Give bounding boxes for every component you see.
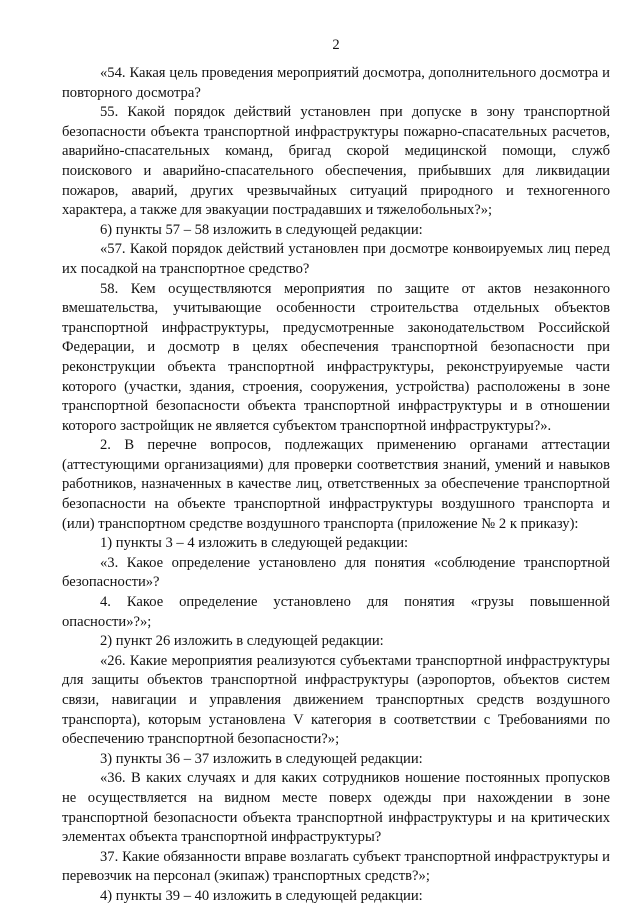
paragraph-instruction-1: 1) пункты 3 – 4 изложить в следующей редакции: (100, 535, 409, 552)
paragraph-item-3: «3. Какое определение установлено для понятия «соблюдение транспортной безопасности»? (62, 554, 610, 591)
paragraph-instruction-6: 6) пункты 57 – 58 изложить в следующей редакции: (100, 221, 423, 238)
paragraph-item-4: 4. Какое определение установлено для понятия «грузы повышенной опасности»?»; (62, 594, 610, 630)
paragraph-item-55: 55. Какой порядок действий установлен при допуске в зону транспортной безопасности объекта транспортной инфраструктуры пожарно-спасательных расчетов, аварийно-спасательных команд, бригад скорой медицинской помощи, служб поискового и аварийно-спасательного обеспечения, прибывших для ликвидации пожаров, аварий, других чрезвычайных ситуаций природного и техногенного характера, а также для эвакуации пострадавших и тяжелобольных?»; (62, 104, 610, 219)
paragraph-instruction-2: 2) пункт 26 изложить в следующей редакции: (100, 633, 384, 650)
paragraph-item-26: «26. Какие мероприятия реализуются субъектами транспортной инфраструктуры для защиты объектов транспортной инфраструктуры (аэропортов, объектов систем связи, навигации и управления движением транспортных средств воздушного транспорта), которым установлена V категория в соответствии с Требованиями по обеспечению транспортной безопасности?»; (62, 652, 610, 748)
document-page (62, 36, 610, 907)
page-number: 2 (332, 37, 340, 53)
paragraph-item-57: «57. Какой порядок действий установлен при досмотре конвоируемых лиц перед их посадкой на транспортное средство? (62, 241, 610, 277)
paragraph-instruction-4: 4) пункты 39 – 40 изложить в следующей редакции: (100, 887, 423, 904)
paragraph-section-2: 2. В перечне вопросов, подлежащих применению органами аттестации (аттестующими организациями) для проверки соответствия знаний, умений и навыков работников, назначенных в качестве лиц, ответственных за обеспечение транспортной безопасности на объекте транспортной инфраструктуры воздушного транспорта и (или) транспортном средстве воздушного транспорта (приложение № 2 к приказу): (62, 437, 610, 532)
paragraph-item-37: 37. Какие обязанности вправе возлагать субъект транспортной инфраструктуры и перевозчик на персонал (экипаж) транспортных средств?»; (62, 848, 610, 885)
paragraph-item-36: «36. В каких случаях и для каких сотрудников ношение постоянных пропусков не осуществляется на видном месте поверх одежды при нахождении в зоне транспортной безопасности объекта транспортной инфраструктуры и на критических элементах объекта транспортной инфраструктуры? (62, 770, 610, 846)
paragraph-item-58: 58. Кем осуществляются мероприятия по защите от актов незаконного вмешательства, учитывающие особенности строительства отдельных объектов транспортной инфраструктуры, предусмотренные законодательством Российской Федерации, и досмотр в целях обеспечения транспортной безопасности при реконструкции объекта транспортной инфраструктуры, реконструируемые части которого (участки, здания, строения, сооружения, устройства) расположены в зоне транспортной безопасности объекта транспортной инфраструктуры и в отношении которого застройщик не является субъектом транспортной инфраструктуры?». (62, 280, 610, 434)
paragraph-item-54: «54. Какая цель проведения мероприятий досмотра, дополнительного досмотра и повторного досмотра? (62, 65, 610, 101)
paragraph-instruction-3: 3) пункты 36 – 37 изложить в следующей редакции: (100, 750, 423, 767)
